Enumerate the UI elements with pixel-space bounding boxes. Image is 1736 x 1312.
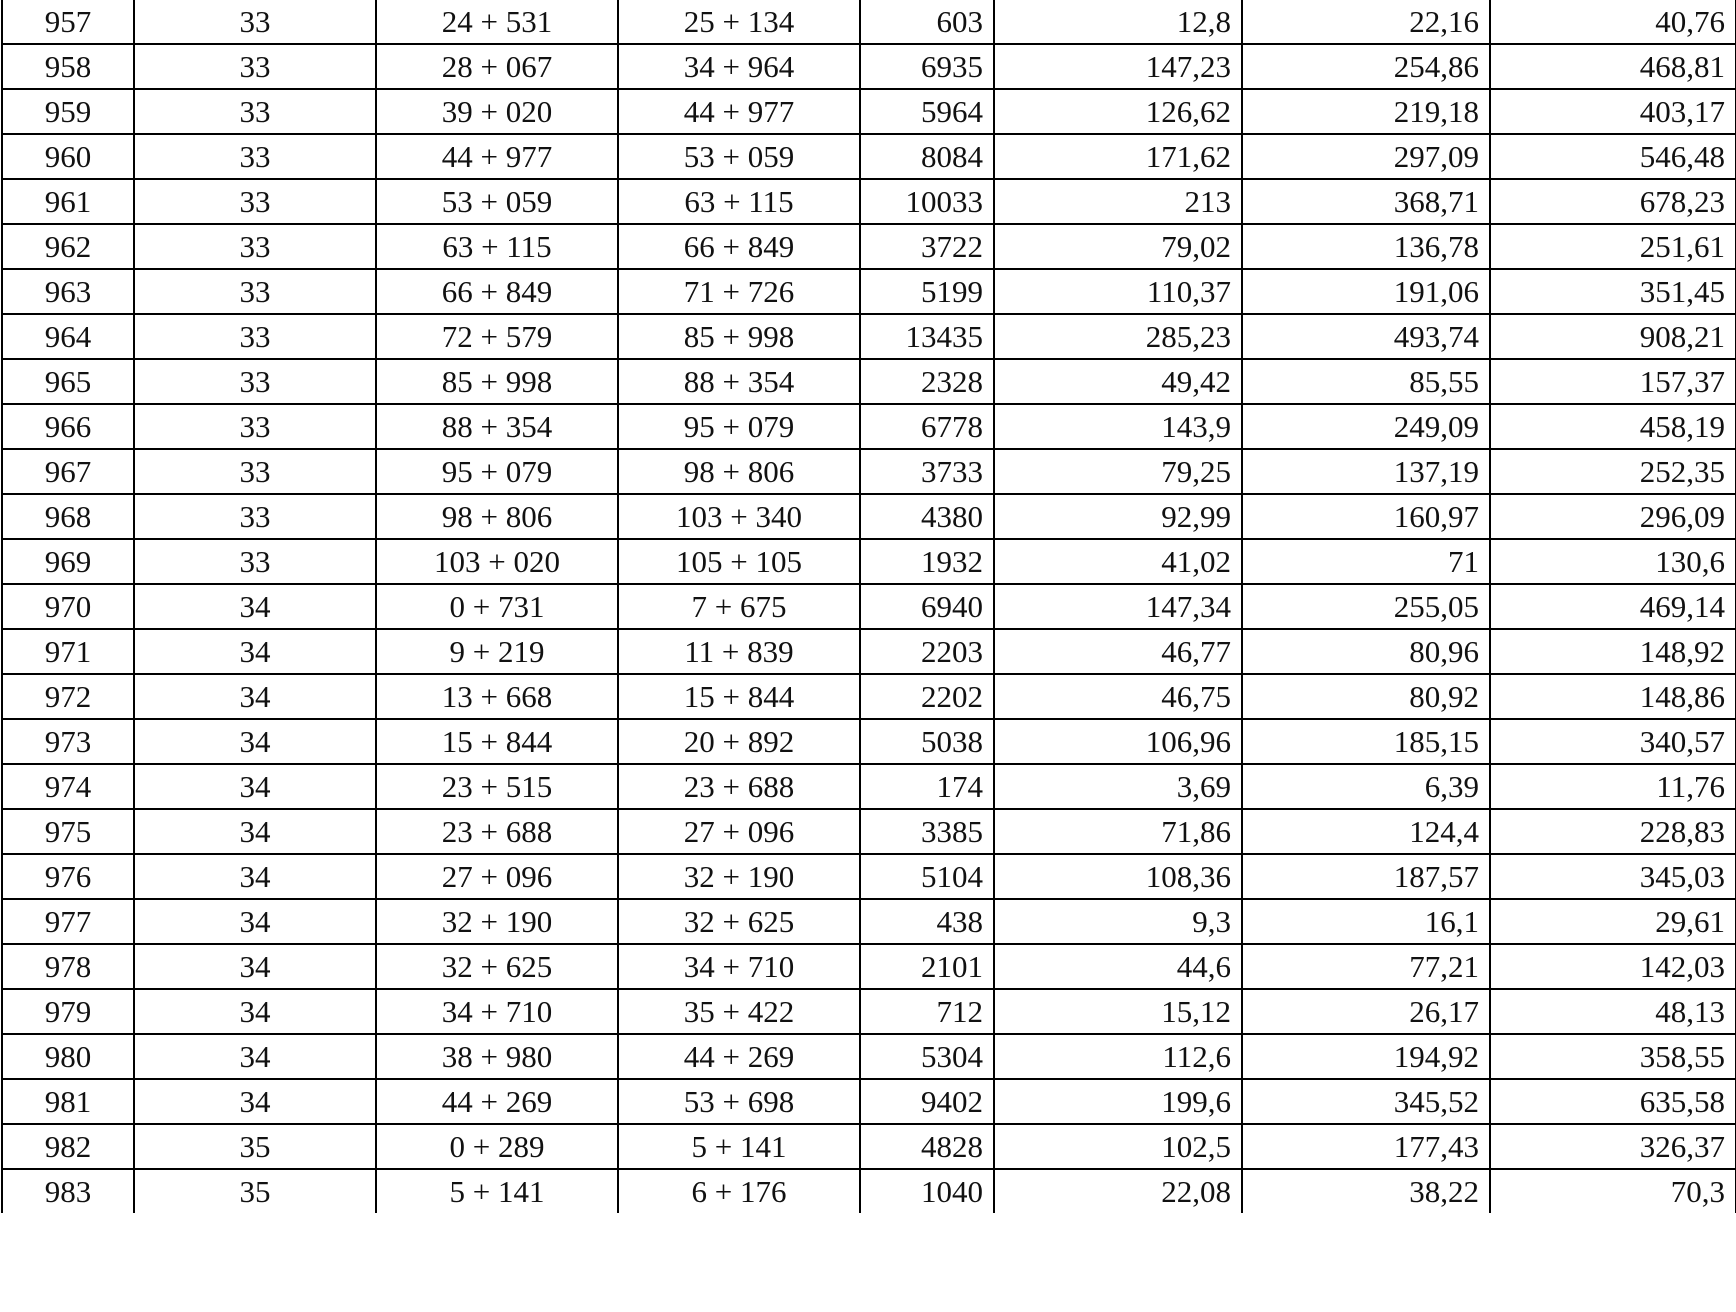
length-cell: 712 bbox=[860, 989, 994, 1034]
length-cell: 6778 bbox=[860, 404, 994, 449]
start-chainage-cell: 23 + 688 bbox=[376, 809, 618, 854]
value-a-cell: 112,6 bbox=[994, 1034, 1242, 1079]
table-row bbox=[2, 359, 1736, 404]
table-row bbox=[2, 674, 1736, 719]
row-number-cell: 974 bbox=[2, 764, 134, 809]
value-c-cell: 296,09 bbox=[1490, 494, 1736, 539]
table-body bbox=[2, 0, 1736, 1213]
start-chainage-cell: 27 + 096 bbox=[376, 854, 618, 899]
table-row bbox=[2, 539, 1736, 584]
end-chainage-cell: 5 + 141 bbox=[618, 1124, 860, 1169]
row-number-cell: 976 bbox=[2, 854, 134, 899]
row-number-cell: 970 bbox=[2, 584, 134, 629]
value-c-cell: 11,76 bbox=[1490, 764, 1736, 809]
value-c-cell: 40,76 bbox=[1490, 0, 1736, 44]
table-row bbox=[2, 809, 1736, 854]
group-cell: 33 bbox=[134, 359, 376, 404]
start-chainage-cell: 32 + 625 bbox=[376, 944, 618, 989]
start-chainage-cell: 66 + 849 bbox=[376, 269, 618, 314]
value-c-cell: 29,61 bbox=[1490, 899, 1736, 944]
end-chainage-cell: 23 + 688 bbox=[618, 764, 860, 809]
group-cell: 34 bbox=[134, 629, 376, 674]
table-row bbox=[2, 449, 1736, 494]
group-cell: 33 bbox=[134, 539, 376, 584]
value-b-cell: 124,4 bbox=[1242, 809, 1490, 854]
length-cell: 5038 bbox=[860, 719, 994, 764]
start-chainage-cell: 72 + 579 bbox=[376, 314, 618, 359]
group-cell: 34 bbox=[134, 674, 376, 719]
start-chainage-cell: 88 + 354 bbox=[376, 404, 618, 449]
row-number-cell: 980 bbox=[2, 1034, 134, 1079]
group-cell: 34 bbox=[134, 719, 376, 764]
start-chainage-cell: 9 + 219 bbox=[376, 629, 618, 674]
row-number-cell: 983 bbox=[2, 1169, 134, 1213]
value-a-cell: 49,42 bbox=[994, 359, 1242, 404]
end-chainage-cell: 53 + 059 bbox=[618, 134, 860, 179]
start-chainage-cell: 95 + 079 bbox=[376, 449, 618, 494]
length-cell: 8084 bbox=[860, 134, 994, 179]
end-chainage-cell: 6 + 176 bbox=[618, 1169, 860, 1213]
end-chainage-cell: 20 + 892 bbox=[618, 719, 860, 764]
table-row bbox=[2, 1169, 1736, 1213]
group-cell: 33 bbox=[134, 44, 376, 89]
table-row bbox=[2, 854, 1736, 899]
value-a-cell: 147,34 bbox=[994, 584, 1242, 629]
value-b-cell: 191,06 bbox=[1242, 269, 1490, 314]
value-c-cell: 142,03 bbox=[1490, 944, 1736, 989]
start-chainage-cell: 15 + 844 bbox=[376, 719, 618, 764]
start-chainage-cell: 28 + 067 bbox=[376, 44, 618, 89]
group-cell: 33 bbox=[134, 179, 376, 224]
value-a-cell: 3,69 bbox=[994, 764, 1242, 809]
end-chainage-cell: 98 + 806 bbox=[618, 449, 860, 494]
value-b-cell: 368,71 bbox=[1242, 179, 1490, 224]
value-b-cell: 136,78 bbox=[1242, 224, 1490, 269]
length-cell: 174 bbox=[860, 764, 994, 809]
value-b-cell: 22,16 bbox=[1242, 0, 1490, 44]
value-a-cell: 92,99 bbox=[994, 494, 1242, 539]
end-chainage-cell: 105 + 105 bbox=[618, 539, 860, 584]
group-cell: 34 bbox=[134, 899, 376, 944]
length-cell: 2203 bbox=[860, 629, 994, 674]
group-cell: 34 bbox=[134, 809, 376, 854]
end-chainage-cell: 85 + 998 bbox=[618, 314, 860, 359]
group-cell: 34 bbox=[134, 1079, 376, 1124]
length-cell: 4380 bbox=[860, 494, 994, 539]
end-chainage-cell: 34 + 710 bbox=[618, 944, 860, 989]
row-number-cell: 967 bbox=[2, 449, 134, 494]
row-number-cell: 971 bbox=[2, 629, 134, 674]
end-chainage-cell: 95 + 079 bbox=[618, 404, 860, 449]
table-row bbox=[2, 404, 1736, 449]
end-chainage-cell: 15 + 844 bbox=[618, 674, 860, 719]
table-row bbox=[2, 179, 1736, 224]
value-a-cell: 46,77 bbox=[994, 629, 1242, 674]
row-number-cell: 961 bbox=[2, 179, 134, 224]
length-cell: 438 bbox=[860, 899, 994, 944]
start-chainage-cell: 34 + 710 bbox=[376, 989, 618, 1034]
value-b-cell: 297,09 bbox=[1242, 134, 1490, 179]
length-cell: 5304 bbox=[860, 1034, 994, 1079]
table-row bbox=[2, 44, 1736, 89]
row-number-cell: 965 bbox=[2, 359, 134, 404]
value-a-cell: 22,08 bbox=[994, 1169, 1242, 1213]
group-cell: 33 bbox=[134, 269, 376, 314]
group-cell: 33 bbox=[134, 134, 376, 179]
length-cell: 2328 bbox=[860, 359, 994, 404]
value-b-cell: 255,05 bbox=[1242, 584, 1490, 629]
start-chainage-cell: 32 + 190 bbox=[376, 899, 618, 944]
row-number-cell: 968 bbox=[2, 494, 134, 539]
value-b-cell: 77,21 bbox=[1242, 944, 1490, 989]
row-number-cell: 972 bbox=[2, 674, 134, 719]
end-chainage-cell: 44 + 269 bbox=[618, 1034, 860, 1079]
length-cell: 3733 bbox=[860, 449, 994, 494]
start-chainage-cell: 98 + 806 bbox=[376, 494, 618, 539]
length-cell: 5964 bbox=[860, 89, 994, 134]
table-row bbox=[2, 0, 1736, 44]
value-b-cell: 38,22 bbox=[1242, 1169, 1490, 1213]
value-a-cell: 12,8 bbox=[994, 0, 1242, 44]
value-a-cell: 102,5 bbox=[994, 1124, 1242, 1169]
row-number-cell: 964 bbox=[2, 314, 134, 359]
table-row bbox=[2, 1034, 1736, 1079]
row-number-cell: 975 bbox=[2, 809, 134, 854]
table-row bbox=[2, 1124, 1736, 1169]
value-c-cell: 345,03 bbox=[1490, 854, 1736, 899]
value-b-cell: 187,57 bbox=[1242, 854, 1490, 899]
table-row bbox=[2, 89, 1736, 134]
value-a-cell: 143,9 bbox=[994, 404, 1242, 449]
length-cell: 3385 bbox=[860, 809, 994, 854]
value-a-cell: 79,02 bbox=[994, 224, 1242, 269]
value-a-cell: 44,6 bbox=[994, 944, 1242, 989]
length-cell: 9402 bbox=[860, 1079, 994, 1124]
group-cell: 34 bbox=[134, 989, 376, 1034]
start-chainage-cell: 63 + 115 bbox=[376, 224, 618, 269]
row-number-cell: 958 bbox=[2, 44, 134, 89]
table-row bbox=[2, 224, 1736, 269]
end-chainage-cell: 63 + 115 bbox=[618, 179, 860, 224]
length-cell: 2202 bbox=[860, 674, 994, 719]
group-cell: 34 bbox=[134, 1034, 376, 1079]
value-c-cell: 130,6 bbox=[1490, 539, 1736, 584]
value-a-cell: 15,12 bbox=[994, 989, 1242, 1034]
length-cell: 5199 bbox=[860, 269, 994, 314]
value-a-cell: 41,02 bbox=[994, 539, 1242, 584]
row-number-cell: 981 bbox=[2, 1079, 134, 1124]
start-chainage-cell: 103 + 020 bbox=[376, 539, 618, 584]
table-row bbox=[2, 764, 1736, 809]
row-number-cell: 962 bbox=[2, 224, 134, 269]
value-c-cell: 403,17 bbox=[1490, 89, 1736, 134]
value-c-cell: 48,13 bbox=[1490, 989, 1736, 1034]
value-b-cell: 71 bbox=[1242, 539, 1490, 584]
value-b-cell: 249,09 bbox=[1242, 404, 1490, 449]
value-a-cell: 46,75 bbox=[994, 674, 1242, 719]
value-c-cell: 228,83 bbox=[1490, 809, 1736, 854]
value-b-cell: 26,17 bbox=[1242, 989, 1490, 1034]
start-chainage-cell: 13 + 668 bbox=[376, 674, 618, 719]
end-chainage-cell: 71 + 726 bbox=[618, 269, 860, 314]
start-chainage-cell: 0 + 731 bbox=[376, 584, 618, 629]
row-number-cell: 982 bbox=[2, 1124, 134, 1169]
start-chainage-cell: 39 + 020 bbox=[376, 89, 618, 134]
end-chainage-cell: 88 + 354 bbox=[618, 359, 860, 404]
table-row bbox=[2, 989, 1736, 1034]
length-cell: 2101 bbox=[860, 944, 994, 989]
value-a-cell: 171,62 bbox=[994, 134, 1242, 179]
value-a-cell: 285,23 bbox=[994, 314, 1242, 359]
group-cell: 33 bbox=[134, 89, 376, 134]
start-chainage-cell: 85 + 998 bbox=[376, 359, 618, 404]
value-a-cell: 108,36 bbox=[994, 854, 1242, 899]
group-cell: 34 bbox=[134, 854, 376, 899]
value-b-cell: 177,43 bbox=[1242, 1124, 1490, 1169]
start-chainage-cell: 0 + 289 bbox=[376, 1124, 618, 1169]
length-cell: 6935 bbox=[860, 44, 994, 89]
table-row bbox=[2, 494, 1736, 539]
value-a-cell: 106,96 bbox=[994, 719, 1242, 764]
end-chainage-cell: 35 + 422 bbox=[618, 989, 860, 1034]
value-c-cell: 251,61 bbox=[1490, 224, 1736, 269]
row-number-cell: 973 bbox=[2, 719, 134, 764]
group-cell: 34 bbox=[134, 584, 376, 629]
value-b-cell: 185,15 bbox=[1242, 719, 1490, 764]
end-chainage-cell: 103 + 340 bbox=[618, 494, 860, 539]
value-c-cell: 468,81 bbox=[1490, 44, 1736, 89]
value-a-cell: 213 bbox=[994, 179, 1242, 224]
group-cell: 35 bbox=[134, 1124, 376, 1169]
length-cell: 13435 bbox=[860, 314, 994, 359]
value-c-cell: 546,48 bbox=[1490, 134, 1736, 179]
value-a-cell: 126,62 bbox=[994, 89, 1242, 134]
end-chainage-cell: 34 + 964 bbox=[618, 44, 860, 89]
end-chainage-cell: 11 + 839 bbox=[618, 629, 860, 674]
value-b-cell: 254,86 bbox=[1242, 44, 1490, 89]
value-c-cell: 358,55 bbox=[1490, 1034, 1736, 1079]
start-chainage-cell: 24 + 531 bbox=[376, 0, 618, 44]
end-chainage-cell: 27 + 096 bbox=[618, 809, 860, 854]
table-row bbox=[2, 899, 1736, 944]
value-c-cell: 351,45 bbox=[1490, 269, 1736, 314]
length-cell: 603 bbox=[860, 0, 994, 44]
length-cell: 6940 bbox=[860, 584, 994, 629]
value-a-cell: 9,3 bbox=[994, 899, 1242, 944]
length-cell: 5104 bbox=[860, 854, 994, 899]
value-a-cell: 71,86 bbox=[994, 809, 1242, 854]
end-chainage-cell: 53 + 698 bbox=[618, 1079, 860, 1124]
value-b-cell: 6,39 bbox=[1242, 764, 1490, 809]
length-cell: 10033 bbox=[860, 179, 994, 224]
end-chainage-cell: 66 + 849 bbox=[618, 224, 860, 269]
table-row bbox=[2, 314, 1736, 359]
start-chainage-cell: 44 + 269 bbox=[376, 1079, 618, 1124]
value-b-cell: 194,92 bbox=[1242, 1034, 1490, 1079]
end-chainage-cell: 32 + 625 bbox=[618, 899, 860, 944]
group-cell: 33 bbox=[134, 224, 376, 269]
data-table bbox=[1, 0, 1736, 1213]
group-cell: 35 bbox=[134, 1169, 376, 1213]
value-b-cell: 80,92 bbox=[1242, 674, 1490, 719]
length-cell: 1932 bbox=[860, 539, 994, 584]
value-c-cell: 678,23 bbox=[1490, 179, 1736, 224]
row-number-cell: 979 bbox=[2, 989, 134, 1034]
value-a-cell: 147,23 bbox=[994, 44, 1242, 89]
value-b-cell: 219,18 bbox=[1242, 89, 1490, 134]
row-number-cell: 963 bbox=[2, 269, 134, 314]
length-cell: 3722 bbox=[860, 224, 994, 269]
value-b-cell: 160,97 bbox=[1242, 494, 1490, 539]
length-cell: 4828 bbox=[860, 1124, 994, 1169]
row-number-cell: 977 bbox=[2, 899, 134, 944]
table-row bbox=[2, 944, 1736, 989]
table-row bbox=[2, 1079, 1736, 1124]
group-cell: 33 bbox=[134, 494, 376, 539]
table-row bbox=[2, 629, 1736, 674]
value-c-cell: 458,19 bbox=[1490, 404, 1736, 449]
start-chainage-cell: 38 + 980 bbox=[376, 1034, 618, 1079]
value-b-cell: 493,74 bbox=[1242, 314, 1490, 359]
value-b-cell: 85,55 bbox=[1242, 359, 1490, 404]
value-a-cell: 110,37 bbox=[994, 269, 1242, 314]
value-b-cell: 137,19 bbox=[1242, 449, 1490, 494]
start-chainage-cell: 44 + 977 bbox=[376, 134, 618, 179]
group-cell: 34 bbox=[134, 944, 376, 989]
value-c-cell: 252,35 bbox=[1490, 449, 1736, 494]
table-row bbox=[2, 134, 1736, 179]
start-chainage-cell: 5 + 141 bbox=[376, 1169, 618, 1213]
end-chainage-cell: 32 + 190 bbox=[618, 854, 860, 899]
value-c-cell: 635,58 bbox=[1490, 1079, 1736, 1124]
value-b-cell: 345,52 bbox=[1242, 1079, 1490, 1124]
table-row bbox=[2, 719, 1736, 764]
end-chainage-cell: 7 + 675 bbox=[618, 584, 860, 629]
value-c-cell: 157,37 bbox=[1490, 359, 1736, 404]
group-cell: 33 bbox=[134, 0, 376, 44]
group-cell: 34 bbox=[134, 764, 376, 809]
row-number-cell: 957 bbox=[2, 0, 134, 44]
value-c-cell: 908,21 bbox=[1490, 314, 1736, 359]
group-cell: 33 bbox=[134, 404, 376, 449]
group-cell: 33 bbox=[134, 449, 376, 494]
value-a-cell: 79,25 bbox=[994, 449, 1242, 494]
value-c-cell: 148,86 bbox=[1490, 674, 1736, 719]
value-a-cell: 199,6 bbox=[994, 1079, 1242, 1124]
row-number-cell: 960 bbox=[2, 134, 134, 179]
row-number-cell: 966 bbox=[2, 404, 134, 449]
row-number-cell: 959 bbox=[2, 89, 134, 134]
row-number-cell: 978 bbox=[2, 944, 134, 989]
end-chainage-cell: 44 + 977 bbox=[618, 89, 860, 134]
table-row bbox=[2, 269, 1736, 314]
row-number-cell: 969 bbox=[2, 539, 134, 584]
value-c-cell: 326,37 bbox=[1490, 1124, 1736, 1169]
value-c-cell: 148,92 bbox=[1490, 629, 1736, 674]
value-c-cell: 469,14 bbox=[1490, 584, 1736, 629]
start-chainage-cell: 23 + 515 bbox=[376, 764, 618, 809]
group-cell: 33 bbox=[134, 314, 376, 359]
end-chainage-cell: 25 + 134 bbox=[618, 0, 860, 44]
value-c-cell: 340,57 bbox=[1490, 719, 1736, 764]
value-c-cell: 70,3 bbox=[1490, 1169, 1736, 1213]
value-b-cell: 16,1 bbox=[1242, 899, 1490, 944]
table-row bbox=[2, 584, 1736, 629]
length-cell: 1040 bbox=[860, 1169, 994, 1213]
value-b-cell: 80,96 bbox=[1242, 629, 1490, 674]
start-chainage-cell: 53 + 059 bbox=[376, 179, 618, 224]
